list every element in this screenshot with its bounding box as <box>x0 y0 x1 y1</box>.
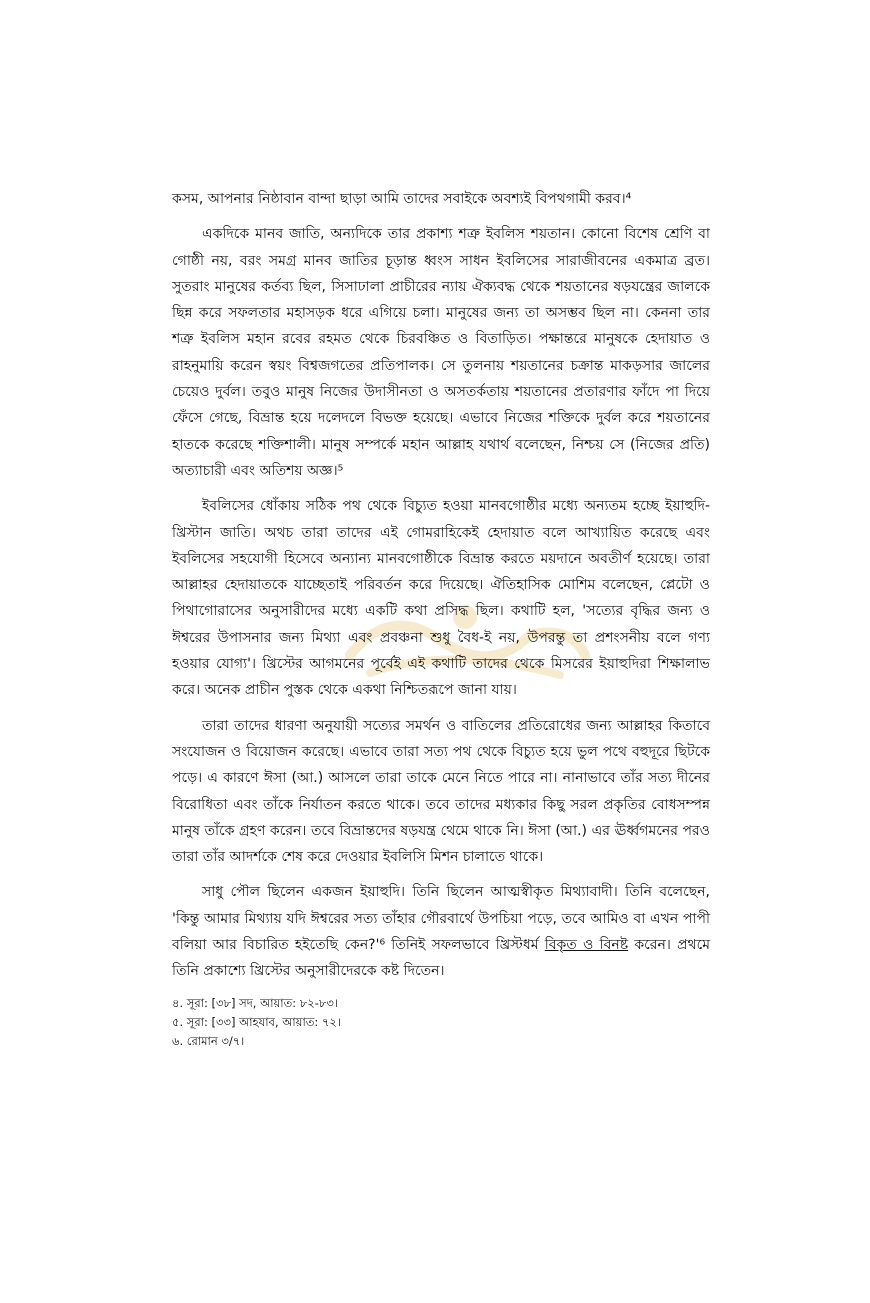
main-text <box>172 186 710 1051</box>
paragraph-3: ইবলিসের ধোঁকায় সঠিক পথ থেকে বিচ্যুত হওয়া মানবগোষ্ঠীর মধ্যে অন্যতম হচ্ছে ইয়াহুদি-খ্রিস্টান জাতি। অথচ তারা তাদের এই গোমরাহিকেই হেদায়াত বলে আখ্যায়িত করেছে এবং ইবলিসের সহযোগী হিসেবে অন্যান্য মানবগোষ্ঠীকে বিভ্রান্ত করতে ময়দানে অবতীর্ণ হয়েছে। তারা আল্লাহর হেদায়াতকে যাচ্ছেতাই পরিবর্তন করে দিয়েছে। ঐতিহাসিক মোশিম বলেছেন, প্লেটো ও পিথাগোরাসের অনুসারীদের মধ্যে একটি কথা প্রসিদ্ধ ছিল। কথাটি হল, 'সত্যের বৃদ্ধির জন্য ও ঈশ্বরের উপাসনার জন্য মিথ্যা এবং প্রবঞ্চনা শুধু বৈধ-ই নয়, উপরন্তু তা প্রশংসনীয় বলে গণ্য হওয়ার যোগ্য'। খ্রিস্টের আগমনের পূর্বেই এই কথাটি তাদের থেকে মিসরের ইয়াহুদিরা শিক্ষালাভ করে। অনেক প্রাচীন পুস্তক থেকে একথা নিশ্চিতরূপে জানা যায়। <box>172 498 710 699</box>
footnote-4: ৪. সূরা: [৩৮] সদ, আয়াত: ৮২-৮৩। <box>172 995 338 1010</box>
paragraph-5 <box>172 879 710 984</box>
paragraph-5-end: করেন। প্রথমে তিনি প্রকাশ্যে খ্রিস্টের অনুসারীদেরকে কষ্ট দিতেন। <box>172 937 710 980</box>
paragraph-5-text: সাধু পৌল ছিলেন একজন ইয়াহুদি। তিনি ছিলেন আত্মস্বীকৃত মিথ্যাবাদী। তিনি বলেছেন, 'কিন্তু আমার মিথ্যায় যদি ঈশ্বরের সত্য তাঁহার গৌরবার্থে উপচিয়া পড়ে, তবে আমিও বা এখন পাপী বলিয়া আর বিচারিত হইতেছি কেন?'⁶ তিনিই সফলভাবে খ্রিস্টধর্ম <box>172 884 710 954</box>
footnote-6: ৬. রোমান ৩/৭। <box>172 1033 245 1048</box>
paragraph-4: তারা তাদের ধারণা অনুযায়ী সত্যের সমর্থন ও বাতিলের প্রতিরোধের জন্য আল্লাহর কিতাবে সংযোজন ও বিয়োজন করেছে। এভাবে তারা সত্য পথ থেকে বিচ্যুত হয়ে ভুল পথে বহুদূরে ছিটকে পড়ে। এ কারণে ঈসা (আ.) আসলে তারা তাকে মেনে নিতে পারে না। নানাভাবে তাঁর সত্য দীনের বিরোধিতা এবং তাঁকে নির্যাতন করতে থাকে। তবে তাদের মধ্যকার কিছু সরল প্রকৃতির বোধসম্পন্ন মানুষ তাঁকে গ্রহণ করেন। তবে বিভ্রান্তদের ষড়যন্ত্র থেমে থাকে নি। ঈসা (আ.) এর ঊর্ধ্বগমনের পরও তারা তাঁর আদর্শকে শেষ করে দেওয়ার ইবলিসি মিশন চালাতে থাকে। <box>172 717 710 866</box>
underlined-phrase: বিকৃত ও বিনষ্ট <box>544 937 629 954</box>
paragraph-2: একদিকে মানব জাতি, অন্যদিকে তার প্রকাশ্য শত্রু ইবলিস শয়তান। কোনো বিশেষ শ্রেণি বা গোষ্ঠী নয়, বরং সমগ্র মানব জাতির চূড়ান্ত ধ্বংস সাধন ইবলিসের সারাজীবনের একমাত্র ব্রত। সুতরাং মানুষের কর্তব্য ছিল, সিসাঢালা প্রাচীরের ন্যায় ঐক্যবদ্ধ থেকে শয়তানের ষড়যন্ত্রের জালকে ছিন্ন করে সফলতার মহাসড়ক ধরে এগিয়ে চলা। মানুষের জন্য তা অসম্ভব ছিল না। কেননা তার শত্রু ইবলিস মহান রবের রহমত থেকে চিরবঞ্চিত ও বিতাড়িত। পক্ষান্তরে মানুষকে হেদায়াত ও রাহনুমায়ি করেন স্বয়ং বিশ্বজগতের প্রতিপালক। সে তুলনায় শয়তানের চক্রান্ত মাকড়সার জালের চেয়েও দুর্বল। তবুও মানুষ নিজের উদাসীনতা ও অসতর্কতায় শয়তানের প্রতারণার ফাঁদে পা দিয়ে ফেঁসে গেছে, বিভ্রান্ত হয়ে দলেদলে বিভক্ত হয়েছে। এভাবে নিজের শক্তিকে দুর্বল করে শয়তানের হাতকে করেছে শক্তিশালী। মানুষ সম্পর্কে মহান আল্লাহ যথার্থ বলেছেন, নিশ্চয় সে (নিজের প্রতি) অত্যাচারী এবং অতিশয় অজ্ঞ।⁵ <box>172 226 710 479</box>
footnotes <box>172 994 710 1051</box>
paragraph-1: কসম, আপনার নিষ্ঠাবান বান্দা ছাড়া আমি তাদের সবাইকে অবশ্যই বিপথগামী করব।⁴ <box>172 191 632 207</box>
footnote-5: ৫. সূরা: [৩৩] আহযাব, আয়াত: ৭২। <box>172 1014 342 1029</box>
